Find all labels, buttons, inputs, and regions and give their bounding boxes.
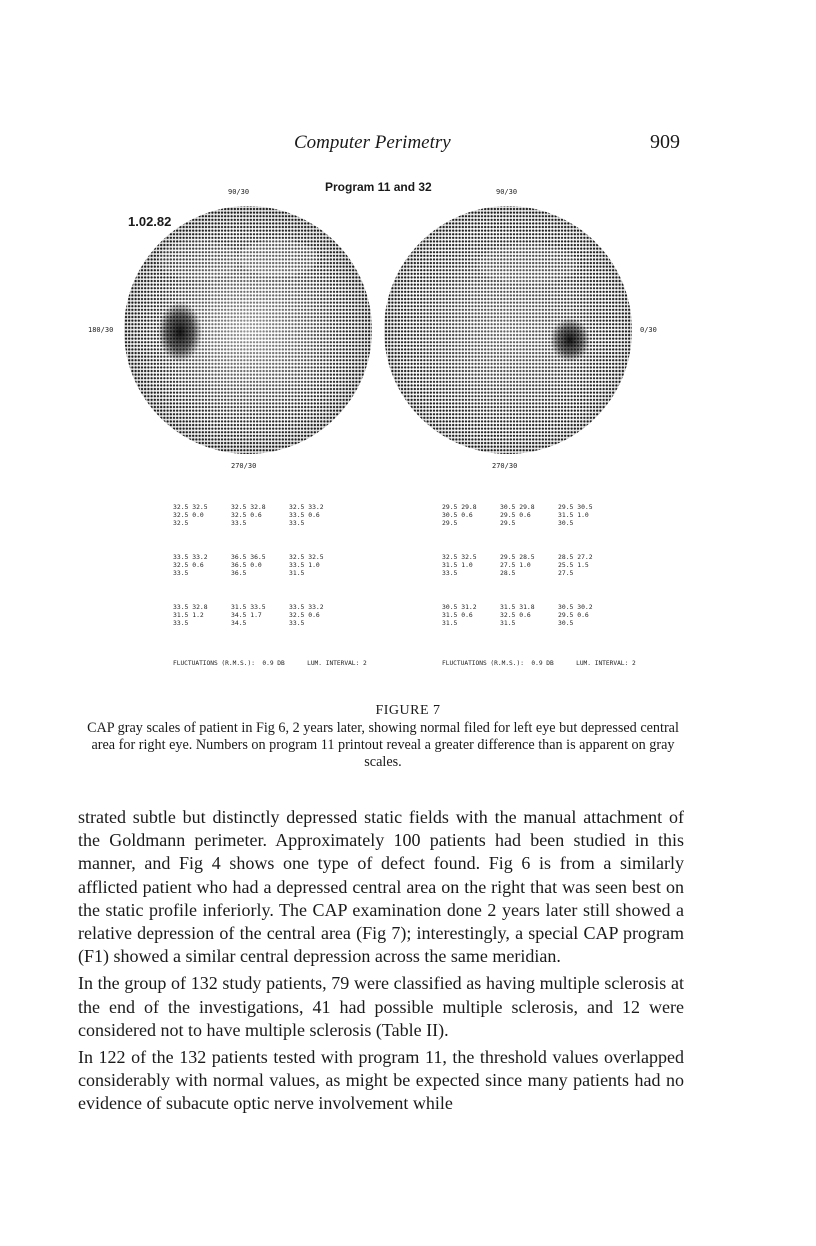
left-table-1: 32.5 32.5 32.5 0.0 32.5 — [173, 503, 208, 527]
right-table-6: 28.5 27.2 25.5 1.5 27.5 — [558, 553, 593, 577]
body-paragraph: In the group of 132 study patients, 79 were classified as having multiple sclerosis at the end of the investigations, 41 had possible multiple sclerosis, and 12 were considered not to have multiple sclerosis (Table II). — [78, 973, 684, 1040]
left-field-bottom-label: 270/30 — [231, 462, 257, 470]
left-table-8: 31.5 33.5 34.5 1.7 34.5 — [231, 603, 266, 627]
left-fluctuations-footer: FLUCTUATIONS (R.M.S.): 0.9 DB LUM. INTERVAL: 2 — [173, 660, 367, 667]
figure-date-label: 1.02.82 — [128, 214, 172, 229]
right-field-side-label: 0/30 — [640, 326, 657, 334]
right-fluctuations-footer: FLUCTUATIONS (R.M.S.): 0.9 DB LUM. INTERVAL: 2 — [442, 660, 636, 667]
left-table-3: 32.5 33.2 33.5 0.6 33.5 — [289, 503, 324, 527]
right-table-7: 30.5 31.2 31.5 0.6 31.5 — [442, 603, 477, 627]
left-field-side-label: 180/30 — [88, 326, 114, 334]
right-table-3: 29.5 30.5 31.5 1.0 30.5 — [558, 503, 593, 527]
right-field-grayscale — [378, 200, 638, 460]
left-table-2: 32.5 32.8 32.5 0.6 33.5 — [231, 503, 266, 527]
body-paragraph: strated subtle but distinctly depressed static fields with the manual attachment of the Goldmann perimeter. Approximately 100 patients had been studied in this manner, and Fig 4 shows one type of defect found. Fig 6 is from a similarly afflicted patient who had a depressed central area on the right that was seen best on the static profile inferiorly. The CAP examination done 2 years later still showed a relative depression of the central area (Fig 7); interestingly, a special CAP program (F1) showed a similar central depression across the same meridian. — [78, 807, 684, 967]
body-text — [78, 806, 684, 1116]
right-table-1: 29.5 29.8 30.5 0.6 29.5 — [442, 503, 477, 527]
right-table-4: 32.5 32.5 31.5 1.0 33.5 — [442, 553, 477, 577]
running-title: Computer Perimetry — [294, 132, 451, 153]
page-number: 909 — [650, 131, 680, 153]
left-field-grayscale — [118, 200, 378, 460]
figure-label: FIGURE 7 — [375, 703, 441, 718]
left-table-6: 32.5 32.5 33.5 1.0 31.5 — [289, 553, 324, 577]
figure-caption: CAP gray scales of patient in Fig 6, 2 years later, showing normal filed for left eye but depressed central area for right eye. Numbers on program 11 printout reveal a greater difference than is apparent on gray scales. — [87, 720, 679, 770]
left-table-7: 33.5 32.8 31.5 1.2 33.5 — [173, 603, 208, 627]
right-table-8: 31.5 31.8 32.5 0.6 31.5 — [500, 603, 535, 627]
left-table-4: 33.5 33.2 32.5 0.6 33.5 — [173, 553, 208, 577]
right-field-bottom-label: 270/30 — [492, 462, 518, 470]
right-table-2: 30.5 29.8 29.5 0.6 29.5 — [500, 503, 535, 527]
figure-title: Program 11 and 32 — [325, 180, 432, 194]
left-field-top-label: 90/30 — [228, 188, 250, 196]
left-table-9: 33.5 33.2 32.5 0.6 33.5 — [289, 603, 324, 627]
body-paragraph: In 122 of the 132 patients tested with program 11, the threshold values overlapped considerably with normal values, as might be expected since many patients had no evidence of subacute optic nerve involvement while — [78, 1047, 684, 1114]
left-table-5: 36.5 36.5 36.5 0.0 36.5 — [231, 553, 266, 577]
right-field-top-label: 90/30 — [496, 188, 518, 196]
right-table-5: 29.5 28.5 27.5 1.0 28.5 — [500, 553, 535, 577]
right-table-9: 30.5 30.2 29.5 0.6 30.5 — [558, 603, 593, 627]
